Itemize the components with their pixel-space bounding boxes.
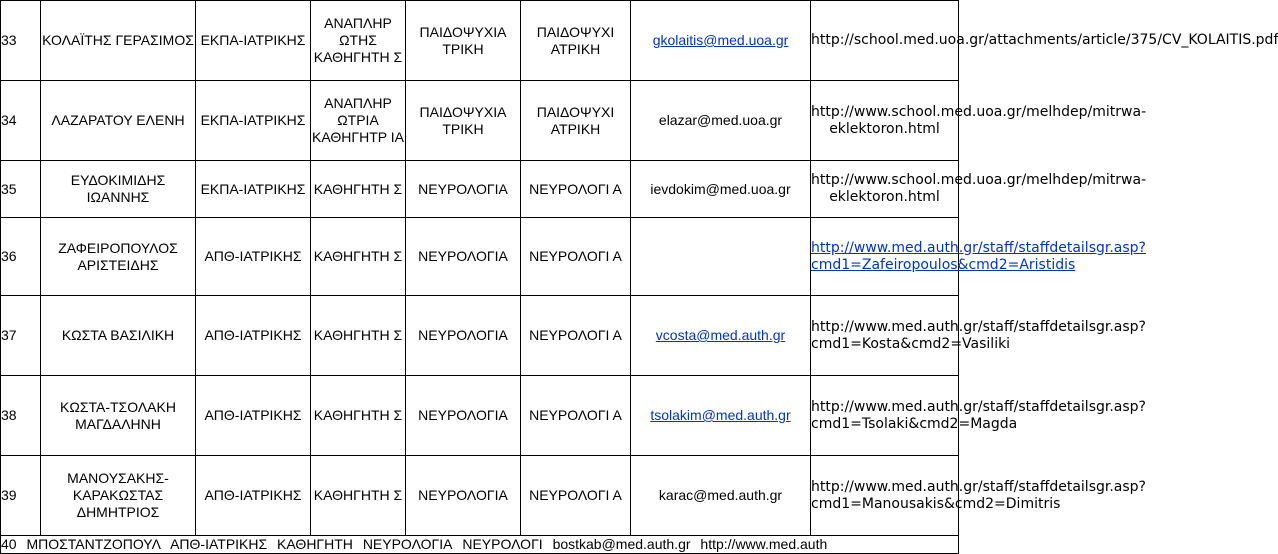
specialty: ΝΕΥΡΟΛΟΓΙ Α	[521, 376, 631, 456]
school: ΑΠΘ-ΙΑΤΡΙΚΗΣ	[196, 376, 311, 456]
field: ΠΑΙΔΟΨΥΧΙΑ ΤΡΙΚΗ	[406, 81, 521, 161]
specialty: ΝΕΥΡΟΛΟΓΙ Α	[521, 456, 631, 536]
field: ΠΑΙΔΟΨΥΧΙΑ ΤΡΙΚΗ	[406, 1, 521, 81]
specialty: ΝΕΥΡΟΛΟΓΙ	[462, 536, 543, 552]
row-number: 38	[1, 376, 41, 456]
email-link[interactable]: bostkab@med.auth.gr	[552, 536, 691, 552]
specialty: ΠΑΙΔΟΨΥΧΙ ΑΤΡΙΚΗ	[521, 1, 631, 81]
partial-row	[1, 536, 959, 554]
table-row	[1, 1, 959, 81]
rank: ΚΑΘΗΓΗΤΗ	[277, 536, 353, 552]
row-number: 39	[1, 456, 41, 536]
school: ΑΠΘ-ΙΑΤΡΙΚΗΣ	[196, 456, 311, 536]
web-link[interactable]: http://www.school.med.uoa.gr/melhdep/mitrwa-eklektoron.html	[811, 161, 959, 218]
row-number: 40	[1, 536, 17, 552]
field: ΝΕΥΡΟΛΟΓΙΑ	[362, 536, 453, 552]
rank: ΚΑΘΗΓΗΤΗ Σ	[311, 376, 406, 456]
web-link[interactable]: http://www.med.auth	[700, 536, 828, 552]
table-row	[1, 376, 959, 456]
rank: ΑΝΑΠΛΗΡ ΩΤΡΙΑ ΚΑΘΗΓΗΤΡ ΙΑ	[311, 81, 406, 161]
member-name: ΚΩΣΤΑ ΒΑΣΙΛΙΚΗ	[41, 296, 196, 376]
rank: ΑΝΑΠΛΗΡ ΩΤΗΣ ΚΑΘΗΓΗΤΗ Σ	[311, 1, 406, 81]
specialty: ΝΕΥΡΟΛΟΓΙ Α	[521, 296, 631, 376]
school: ΑΠΘ-ΙΑΤΡΙΚΗΣ	[196, 218, 311, 296]
row-number: 35	[1, 161, 41, 218]
web-link[interactable]: http://www.med.auth.gr/staff/staffdetailsgr.asp?cmd1=Kosta&cmd2=Vasiliki	[811, 296, 959, 376]
school: ΑΠΘ-ΙΑΤΡΙΚΗΣ	[170, 536, 268, 552]
rank: ΚΑΘΗΓΗΤΗ Σ	[311, 456, 406, 536]
member-name: ΜΠΟΣΤΑΝΤΖΟΠΟΥΛ	[26, 536, 161, 552]
row-number: 37	[1, 296, 41, 376]
specialty: ΠΑΙΔΟΨΥΧΙ ΑΤΡΙΚΗ	[521, 81, 631, 161]
web-link[interactable]: http://www.med.auth.gr/staff/staffdetailsgr.asp?cmd1=Manousakis&cmd2=Dimitris	[811, 456, 959, 536]
rank: ΚΑΘΗΓΗΤΗ Σ	[311, 161, 406, 218]
web-link[interactable]: http://www.med.auth.gr/staff/staffdetailsgr.asp?cmd1=Zafeiropoulos&cmd2=Aristidis	[811, 218, 959, 296]
field: ΝΕΥΡΟΛΟΓΙΑ	[406, 161, 521, 218]
row-number: 36	[1, 218, 41, 296]
field: ΝΕΥΡΟΛΟΓΙΑ	[406, 218, 521, 296]
member-name: ΚΩΣΤΑ-ΤΣΟΛΑΚΗ ΜΑΓΔΑΛΗΝΗ	[41, 376, 196, 456]
table-row	[1, 296, 959, 376]
specialty: ΝΕΥΡΟΛΟΓΙ Α	[521, 218, 631, 296]
table-row	[1, 536, 959, 554]
table-row	[1, 81, 959, 161]
email-link[interactable]: karac@med.auth.gr	[631, 456, 811, 536]
field: ΝΕΥΡΟΛΟΓΙΑ	[406, 376, 521, 456]
member-name: ΖΑΦΕΙΡΟΠΟΥΛΟΣ ΑΡΙΣΤΕΙΔΗΣ	[41, 218, 196, 296]
school: ΑΠΘ-ΙΑΤΡΙΚΗΣ	[196, 296, 311, 376]
member-name: ΕΥΔΟΚΙΜΙΔΗΣ ΙΩΑΝΝΗΣ	[41, 161, 196, 218]
web-link[interactable]: http://www.med.auth.gr/staff/staffdetailsgr.asp?cmd1=Tsolaki&cmd2=Magda	[811, 376, 959, 456]
field: ΝΕΥΡΟΛΟΓΙΑ	[406, 296, 521, 376]
web-link[interactable]: http://www.school.med.uoa.gr/melhdep/mitrwa-eklektoron.html	[811, 81, 959, 161]
school: ΕΚΠΑ-ΙΑΤΡΙΚΗΣ	[196, 161, 311, 218]
rank: ΚΑΘΗΓΗΤΗ Σ	[311, 296, 406, 376]
rank: ΚΑΘΗΓΗΤΗ Σ	[311, 218, 406, 296]
member-name: ΚΟΛΑΪΤΗΣ ΓΕΡΑΣΙΜΟΣ	[41, 1, 196, 81]
table-row	[1, 456, 959, 536]
web-link[interactable]: http://school.med.uoa.gr/attachments/article/375/CV_KOLAITIS.pdf	[811, 1, 959, 81]
table-row	[1, 161, 959, 218]
row-number: 34	[1, 81, 41, 161]
school: ΕΚΠΑ-ΙΑΤΡΙΚΗΣ	[196, 1, 311, 81]
table-row	[1, 218, 959, 296]
email-link[interactable]: ievdokim@med.uoa.gr	[631, 161, 811, 218]
email-link[interactable]	[631, 218, 811, 296]
email-link[interactable]: elazar@med.uoa.gr	[631, 81, 811, 161]
email-link[interactable]: gkolaitis@med.uoa.gr	[631, 1, 811, 81]
row-number: 33	[1, 1, 41, 81]
specialty: ΝΕΥΡΟΛΟΓΙ Α	[521, 161, 631, 218]
member-name: ΜΑΝΟΥΣΑΚΗΣ-ΚΑΡΑΚΩΣΤΑΣ ΔΗΜΗΤΡΙΟΣ	[41, 456, 196, 536]
email-link[interactable]: vcosta@med.auth.gr	[631, 296, 811, 376]
email-link[interactable]: tsolakim@med.auth.gr	[631, 376, 811, 456]
field: ΝΕΥΡΟΛΟΓΙΑ	[406, 456, 521, 536]
school: ΕΚΠΑ-ΙΑΤΡΙΚΗΣ	[196, 81, 311, 161]
member-name: ΛΑΖΑΡΑΤΟΥ ΕΛΕΝΗ	[41, 81, 196, 161]
